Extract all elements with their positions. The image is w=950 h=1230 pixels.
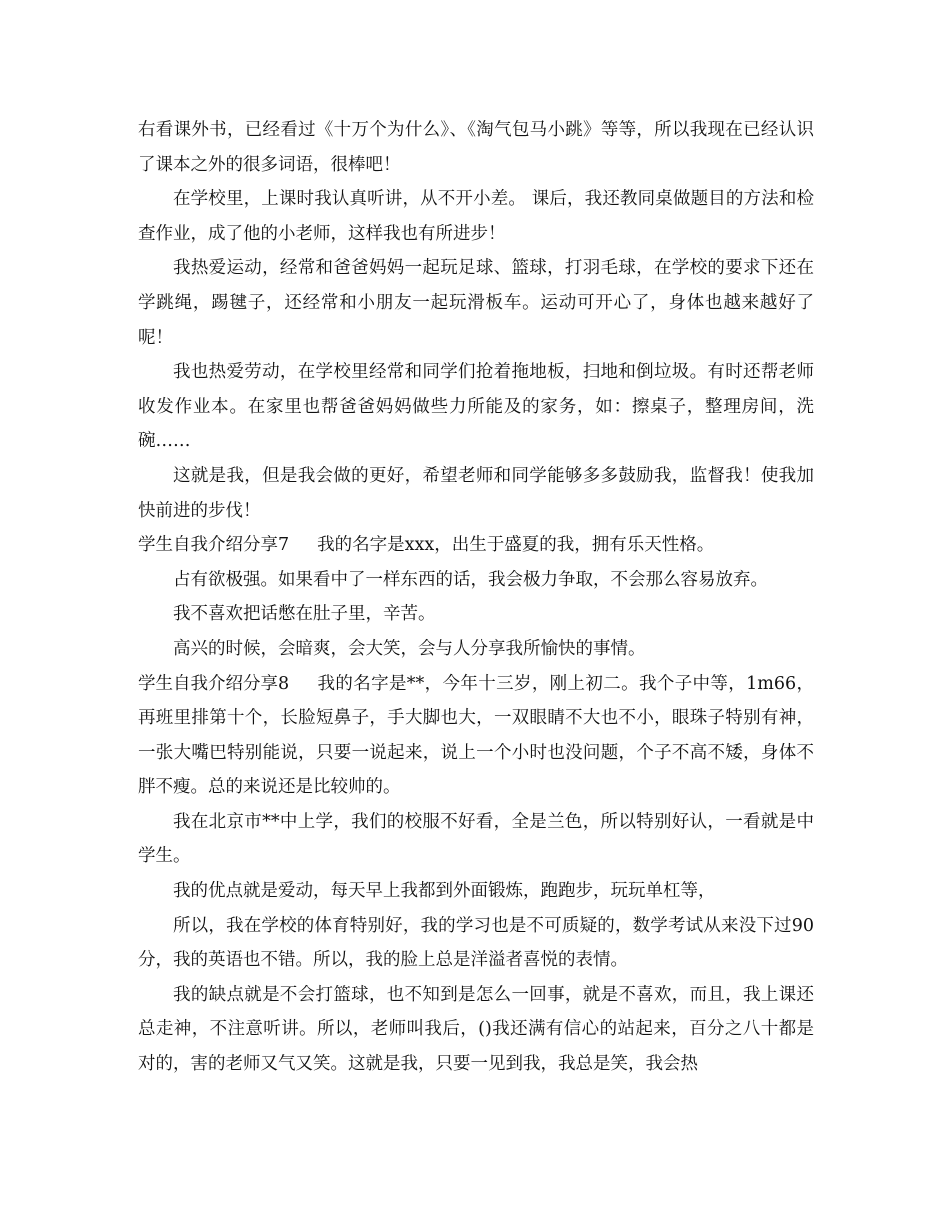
paragraph-7: 占有欲极强。如果看中了一样东西的话，我会极力争取，不会那么容易放弃。 [173, 569, 768, 590]
paragraph-4: 我也热爱劳动，在学校里经常和同学们抢着拖地板，扫地和倒垃圾。有时还帮老师收发作业本。在家里也帮爸爸妈妈做些力所能及的家务，如：擦桌子，整理房间，洗碗…… [138, 362, 814, 452]
paragraph-3: 我热爱运动，经常和爸爸妈妈一起玩足球、篮球，打羽毛球，在学校的要求下还在学跳绳，踢毽子，还经常和小朋友一起玩滑板车。运动可开心了，身体也越来越好了呢！ [138, 258, 814, 348]
section-7-text: 我的名字是xxx，出生于盛夏的我，拥有乐天性格。 [317, 535, 715, 556]
paragraph-11: 我在北京市**中上学，我们的校服不好看，全是兰色，所以特别好认，一看就是中学生。 [138, 811, 814, 867]
paragraph-1: 右看课外书，已经看过《十万个为什么》、《淘气包马小跳》等等，所以我现在已经认识了课本之外的很多词语，很棒吧！ [138, 120, 814, 175]
section-8-text: 我的名字是**，今年十三岁，刚上初二。我个子中等，1m66，再班里排第十个，长脸短鼻子，手大脚也大，一双眼睛不大也不小，眼珠子特别有神，一张大嘴巴特别能说，只要一说起来，说上一个小时也没问题，个子不高不矮，身体不胖不瘦。总的来说还是比较帅的。 [138, 673, 814, 798]
paragraph-13: 所以，我在学校的体育特别好，我的学习也是不可质疑的，数学考试从来没下过90分，我的英语也不错。所以，我的脸上总是洋溢者喜悦的表情。 [138, 915, 814, 971]
section-8-intro [138, 667, 814, 805]
paragraph-2: 在学校里，上课时我认真听讲，从不开小差。 课后，我还教同桌做题目的方法和检查作业，成了他的小老师，这样我也有所进步！ [138, 189, 814, 244]
paragraph-9: 高兴的时候，会暗爽，会大笑，会与人分享我所愉快的事情。 [173, 638, 646, 659]
section-7-intro [138, 528, 814, 563]
paragraph-5: 这就是我，但是我会做的更好，希望老师和同学能够多多鼓励我，监督我！使我加快前进的步伐！ [138, 465, 814, 521]
paragraph-14: 我的缺点就是不会打篮球，也不知到是怎么一回事，就是不喜欢，而且，我上课还总走神，不注意听讲。所以，老师叫我后，()我还满有信心的站起来，百分之八十都是对的，害的老师又气又笑。这就是我，只要一见到我，我总是笑，我会热 [138, 984, 814, 1075]
section-title-8: 学生自我介绍分享8 [138, 673, 290, 694]
section-title-7: 学生自我介绍分享7 [138, 535, 290, 556]
document-page [138, 113, 814, 1082]
paragraph-8: 我不喜欢把话憋在肚子里，辛苦。 [173, 604, 436, 625]
paragraph-12: 我的优点就是爱动，每天早上我都到外面锻炼，跑跑步，玩玩单杠等， [173, 881, 716, 902]
